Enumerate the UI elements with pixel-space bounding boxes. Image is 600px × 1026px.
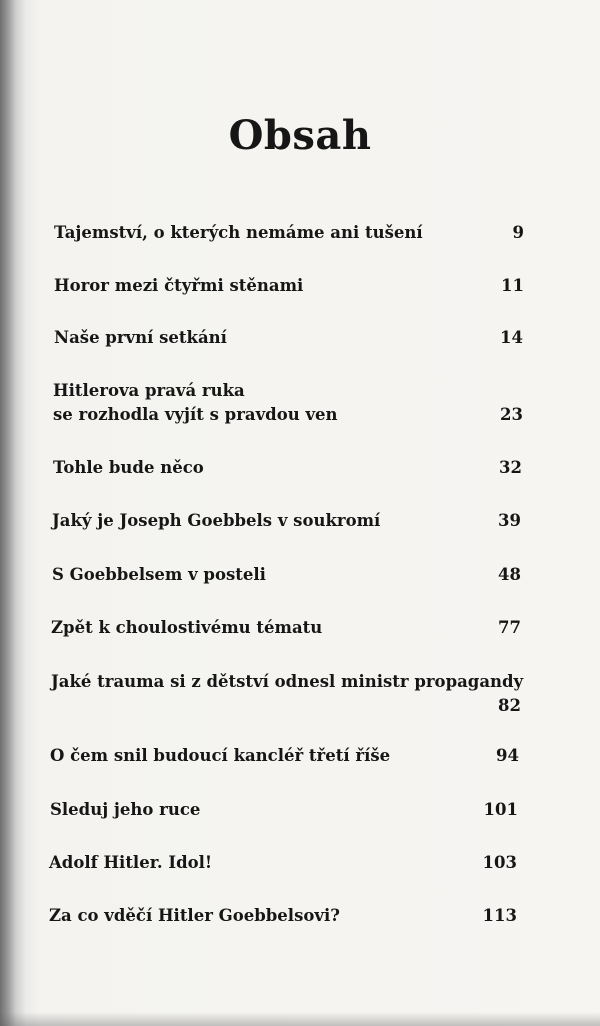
toc-entry-page: 113: [482, 906, 517, 925]
toc-entry-page: 48: [498, 565, 521, 584]
toc-entry-page: 39: [498, 511, 521, 530]
toc-entry-title-line1: Hitlerova pravá ruka: [53, 381, 245, 400]
toc-entry-title-line2: se rozhodla vyjít s pravdou ven: [53, 405, 338, 424]
toc-entry-title: S Goebbelsem v posteli: [52, 565, 266, 584]
toc-entry-page: 23: [500, 405, 523, 424]
toc-entry-page: 103: [482, 853, 517, 872]
toc-entry: [51, 671, 524, 717]
toc-entry-title: O čem snil budoucí kancléř třetí říše: [50, 746, 391, 765]
toc-entry-title: Zpět k choulostivému tématu: [51, 618, 323, 637]
toc-entry-title: Jaký je Joseph Goebbels v soukromí: [52, 511, 381, 530]
toc-entry-title: Jaké trauma si z dětství odnesl ministr propagandy: [51, 672, 524, 691]
toc-entry-page: 11: [501, 276, 524, 295]
toc-entry-title: Horor mezi čtyřmi stěnami: [54, 276, 304, 295]
toc-entry: [53, 380, 523, 426]
toc-entry-title: Naše první setkání: [54, 328, 227, 347]
page-title: Obsah: [228, 112, 372, 159]
toc-entry-page: 82: [498, 696, 521, 715]
page-bottom-shadow: [0, 1012, 600, 1026]
toc-entry-page: 14: [500, 328, 523, 347]
toc-entry-page: 77: [498, 618, 521, 637]
toc-entry-title: Za co vděčí Hitler Goebbelsovi?: [49, 906, 340, 925]
toc-entry-title: Tajemství, o kterých nemáme ani tušení: [54, 223, 423, 242]
toc-entry-page: 101: [483, 800, 518, 819]
toc-entry-title: Adolf Hitler. Idol!: [49, 853, 213, 872]
toc-entry-page: 32: [499, 458, 522, 477]
toc-entry-title: Tohle bude něco: [53, 458, 204, 477]
toc-entry-page: 9: [512, 223, 524, 242]
toc-entry-title: Sleduj jeho ruce: [50, 800, 201, 819]
toc-entry-page: 94: [496, 746, 519, 765]
